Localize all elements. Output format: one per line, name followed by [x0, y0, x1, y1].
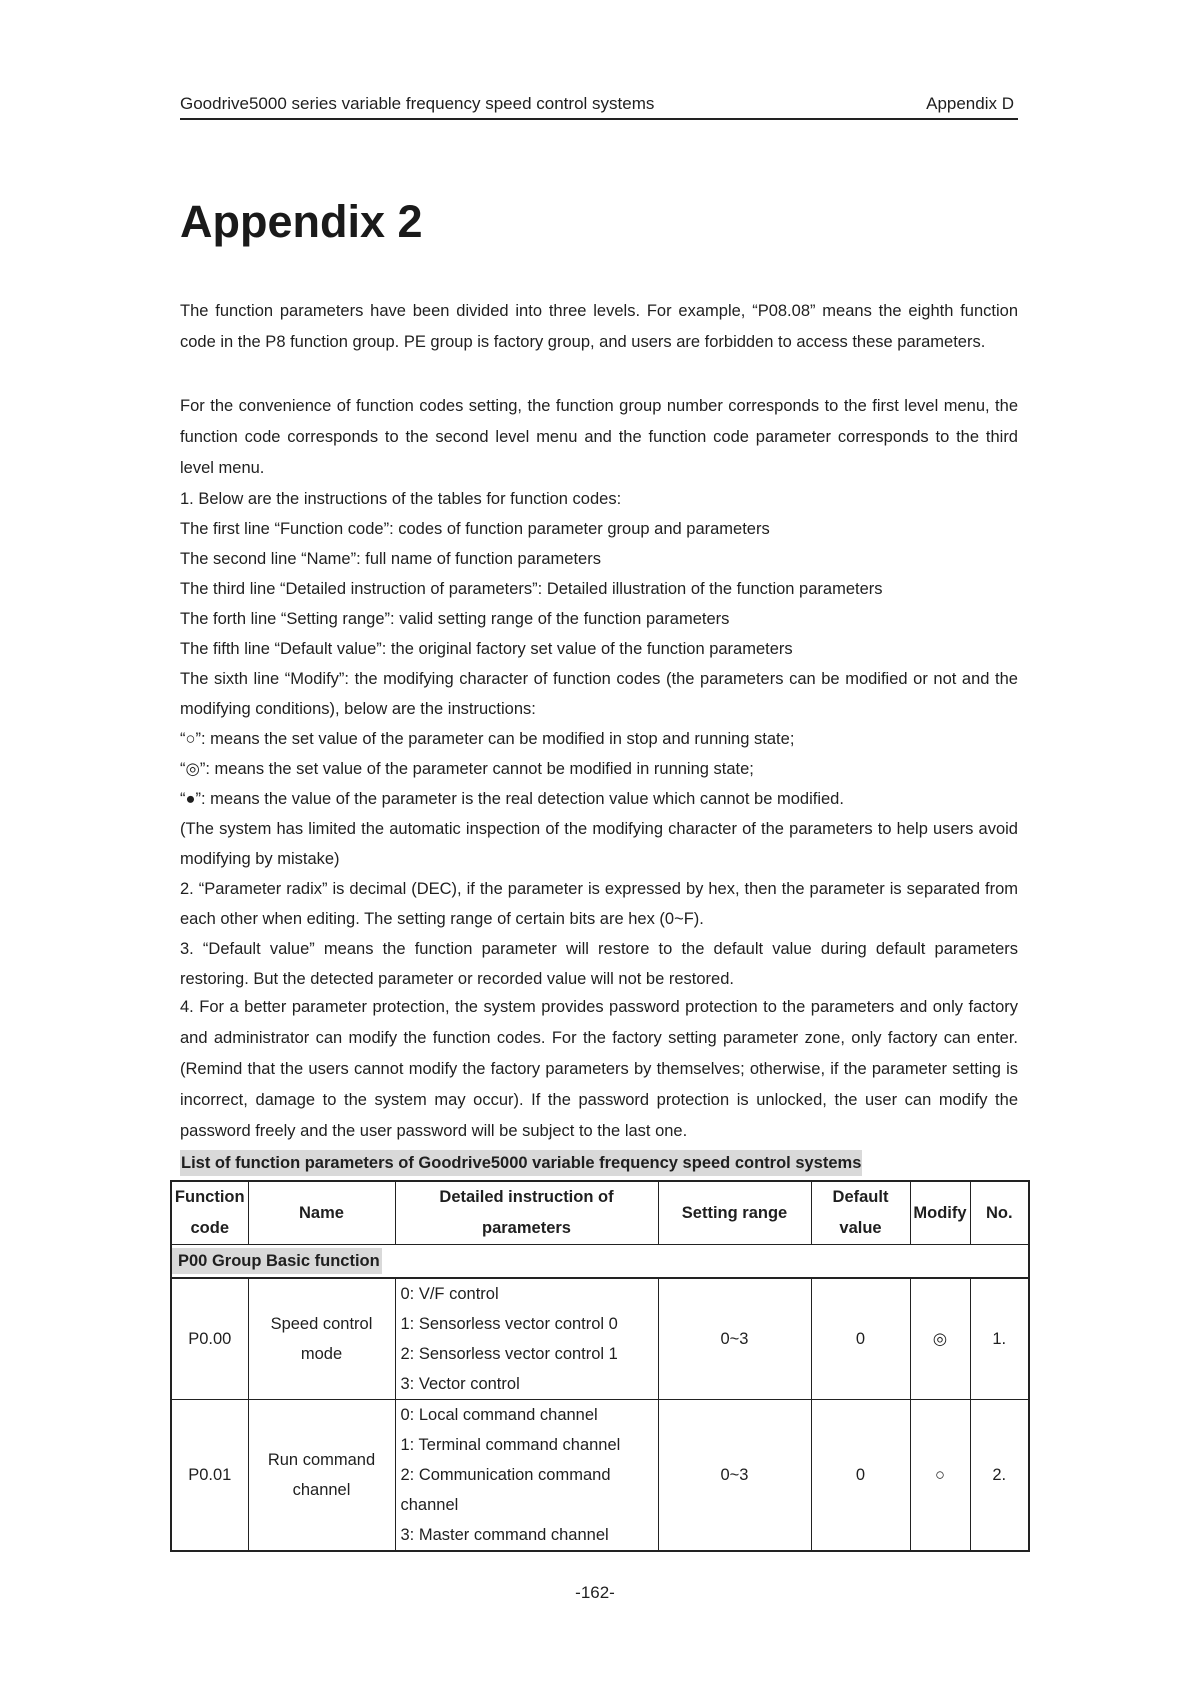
group-label: P00 Group Basic function	[172, 1248, 382, 1274]
symbol-filled-circle-note: “●”: means the value of the parameter is the real detection value which cannot be modified.	[180, 790, 844, 808]
header-function-code-line-2: code	[190, 1219, 229, 1237]
intro-paragraph-levels: The function parameters have been divided into three levels. For example, “P08.08” means the eighth function code in the P8 function group. PE group is factory group, and users are forbidden to access these parameters.	[180, 302, 1018, 351]
row-setting-range: 0~3	[658, 1278, 811, 1400]
detail-line: 3: Master command channel	[400, 1526, 609, 1544]
row-function-code: P0.01	[171, 1400, 248, 1552]
row-detail	[395, 1400, 658, 1552]
instruction-line-modify: The sixth line “Modify”: the modifying character of function codes (the parameters can be modified or not and the modifying conditions), below are the instructions:	[180, 670, 1018, 718]
detail-line: 0: V/F control	[400, 1285, 499, 1303]
row-number: 2.	[970, 1400, 1029, 1552]
detail-line: 3: Vector control	[400, 1375, 520, 1393]
instruction-line-name: The second line “Name”: full name of function parameters	[180, 550, 601, 568]
row-function-code: P0.00	[171, 1278, 248, 1400]
row-name	[248, 1400, 395, 1552]
row-number: 1.	[970, 1278, 1029, 1400]
detail-line: 2: Communication command	[400, 1466, 611, 1484]
row-setting-range: 0~3	[658, 1400, 811, 1552]
row-name-line: Speed control	[270, 1315, 373, 1333]
instruction-line-1: 1. Below are the instructions of the tables for function codes:	[180, 490, 622, 508]
parameter-radix-note: 2. “Parameter radix” is decimal (DEC), if the parameter is expressed by hex, then the parameter is separated from each other when editing. The setting range of certain bits are hex (0~F).	[180, 880, 1018, 928]
group-row	[171, 1245, 1029, 1279]
header-detail-line-1: Detailed instruction of	[439, 1188, 614, 1206]
header-default-value	[811, 1181, 910, 1245]
detail-line: channel	[400, 1496, 459, 1514]
row-default-value: 0	[811, 1400, 910, 1552]
row-name-line: channel	[292, 1481, 351, 1499]
page-number: -162-	[575, 1583, 615, 1602]
row-modify-symbol: ◎	[910, 1278, 970, 1400]
header-function-code	[171, 1181, 248, 1245]
header-no: No.	[970, 1181, 1029, 1245]
instruction-line-function-code: The first line “Function code”: codes of function parameter group and parameters	[180, 520, 770, 538]
header-detail	[395, 1181, 658, 1245]
row-modify-symbol: ○	[910, 1400, 970, 1552]
table-header-row	[171, 1181, 1029, 1245]
running-header	[180, 92, 1018, 120]
header-function-code-line-1: Function	[174, 1188, 245, 1206]
row-name-line: mode	[300, 1345, 343, 1363]
row-default-value: 0	[811, 1278, 910, 1400]
header-default-line-1: Default	[832, 1188, 889, 1206]
instruction-line-range: The forth line “Setting range”: valid setting range of the function parameters	[180, 610, 730, 628]
password-protection-note: 4. For a better parameter protection, the system provides password protection to the parameters and only factory and administrator can modify the function codes. For the factory setting parameter zone, only factory can enter. (Remind that the users cannot modify the factory parameters by themselves; otherwise, if the parameter setting is incorrect, damage to the system may occur). If the password protection is unlocked, the user can modify the password freely and the user password will be subject to the last one.	[180, 998, 1018, 1140]
inspection-note: (The system has limited the automatic inspection of the modifying character of the parameters to help users avoid modifying by mistake)	[180, 820, 1018, 868]
header-document-title: Goodrive5000 series variable frequency speed control systems	[180, 94, 655, 113]
header-setting-range: Setting range	[658, 1181, 811, 1245]
group-cell	[171, 1245, 1029, 1279]
header-modify: Modify	[910, 1181, 970, 1245]
row-name-line: Run command	[267, 1451, 376, 1469]
function-parameter-table	[170, 1180, 1030, 1552]
row-name	[248, 1278, 395, 1400]
intro-paragraph-menus: For the convenience of function codes setting, the function group number corresponds to the first level menu, the function code corresponds to the second level menu and the function code parameter corresponds to the third level menu.	[180, 397, 1018, 477]
row-detail	[395, 1278, 658, 1400]
page-title: Appendix 2	[180, 196, 423, 247]
detail-line: 0: Local command channel	[400, 1406, 598, 1424]
header-detail-line-2: parameters	[482, 1219, 571, 1237]
default-value-note: 3. “Default value” means the function parameter will restore to the default value during default parameters restoring. But the detected parameter or recorded value will not be restored.	[180, 940, 1018, 988]
symbol-open-circle-note: “○”: means the set value of the parameter can be modified in stop and running state;	[180, 730, 795, 748]
instruction-line-default: The fifth line “Default value”: the original factory set value of the function parameters	[180, 640, 793, 658]
instruction-line-detail: The third line “Detailed instruction of parameters”: Detailed illustration of the function parameters	[180, 580, 883, 598]
detail-line: 1: Sensorless vector control 0	[400, 1315, 618, 1333]
detail-line: 1: Terminal command channel	[400, 1436, 621, 1454]
symbol-double-circle-note: “◎”: means the set value of the parameter cannot be modified in running state;	[180, 760, 754, 778]
header-name: Name	[248, 1181, 395, 1245]
table-caption: List of function parameters of Goodrive5000 variable frequency speed control systems	[180, 1150, 862, 1176]
header-default-line-2: value	[839, 1219, 882, 1237]
header-section: Appendix D	[926, 94, 1014, 113]
table-row	[171, 1278, 1029, 1400]
detail-line: 2: Sensorless vector control 1	[400, 1345, 618, 1363]
table-row	[171, 1400, 1029, 1552]
